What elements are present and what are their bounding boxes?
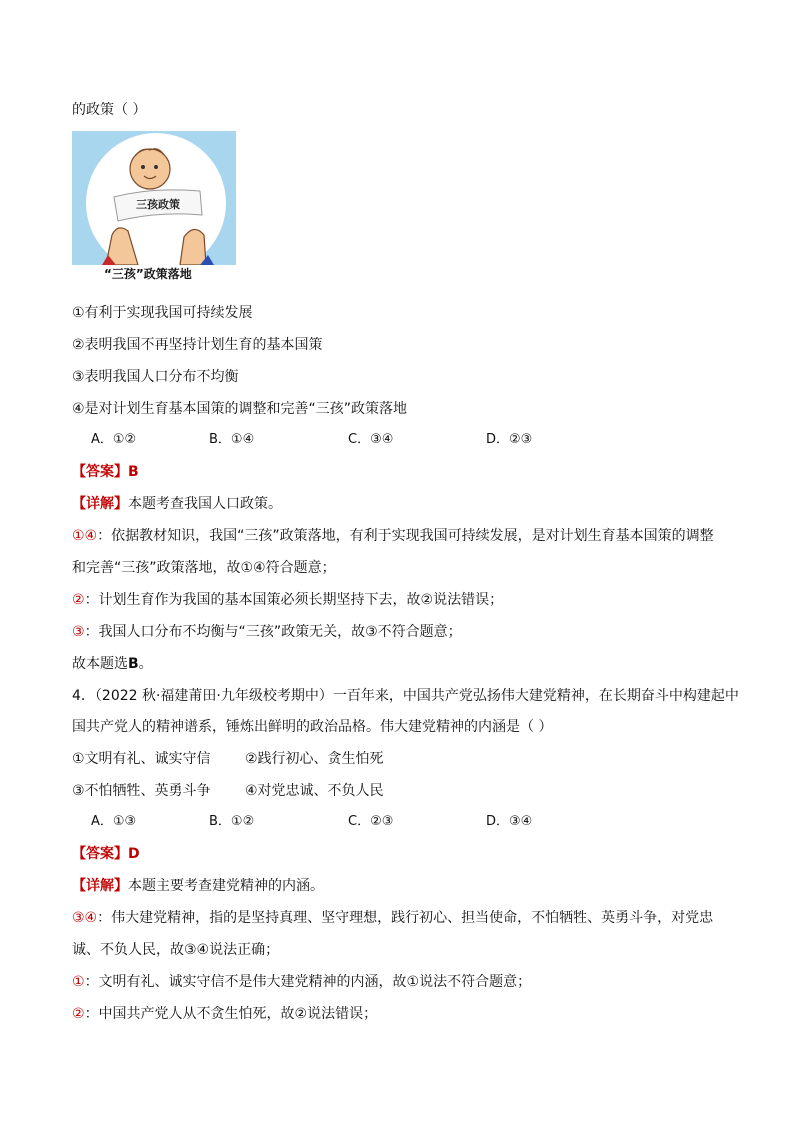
answer-label: 【答案】 [72, 846, 128, 862]
detail-intro: 本题主要考查建党精神的内涵。 [128, 878, 324, 894]
analysis-text: 诚、不负人民，故③④说法正确； [72, 942, 280, 958]
analysis-mark: ③④ [72, 910, 98, 926]
q3-statement-4: ④是对计划生育基本国策的调整和完善“三孩”政策落地 [72, 401, 408, 417]
q4-analysis-2 [72, 973, 531, 991]
q3-analysis-3 [72, 623, 462, 641]
cartoon-icon [72, 131, 236, 265]
analysis-text: ：我国人口分布不均衡与“三孩”政策无关，故③不符合题意； [84, 624, 462, 640]
analysis-mark: ③ [72, 624, 85, 640]
conclusion-suffix: 。 [138, 656, 153, 672]
q4-statement-3: ③不怕牺牲、英勇斗争 [72, 783, 211, 799]
q4-option-b: B．①② [209, 814, 255, 829]
detail-label: 【详解】 [72, 878, 128, 894]
q4-analysis-3 [72, 1005, 377, 1023]
q4-statement-1: ①文明有礼、诚实守信 [72, 751, 211, 767]
answer-value: D [128, 846, 140, 862]
analysis-text: ：中国共产党人从不贪生怕死，故②说法错误； [84, 1006, 378, 1022]
analysis-mark: ①④ [72, 528, 98, 544]
q3-detail [72, 495, 282, 513]
figure-banner-text: 三孩政策 [136, 198, 180, 211]
q3-analysis-2 [72, 591, 503, 609]
conclusion-prefix: 故本题选 [72, 656, 128, 672]
analysis-text: 和完善“三孩”政策落地，故①④符合题意； [72, 560, 336, 576]
q3-analysis-1 [72, 527, 714, 545]
q3-option-b: B．①④ [209, 432, 255, 447]
detail-intro: 本题考查我国人口政策。 [128, 496, 282, 512]
q4-stem-line-2: 国共产党人的精神谱系，锤炼出鲜明的政治品格。伟大建党精神的内涵是（ ） [72, 719, 553, 735]
q4-option-a: A．①③ [91, 814, 137, 829]
q4-stem-line-1: 4．（2022 秋·福建莆田·九年级校考期中）一百年来，中国共产党弘扬伟大建党精神，在长期奋斗中构建起中 [72, 688, 739, 704]
analysis-mark: ② [72, 592, 85, 608]
q4-option-c: C．②③ [348, 814, 394, 829]
q3-statement-2: ②表明我国不再坚持计划生育的基本国策 [72, 337, 323, 353]
three-child-policy-illustration [72, 131, 236, 265]
analysis-mark: ① [72, 974, 85, 990]
figure-caption: “三孩”政策落地 [104, 267, 192, 281]
q3-analysis-1-cont [72, 559, 336, 577]
q4-analysis-1 [72, 909, 713, 927]
q3-answer [72, 463, 139, 481]
analysis-text: ：文明有礼、诚实守信不是伟大建党精神的内涵，故①说法不符合题意； [84, 974, 532, 990]
q3-conclusion [72, 655, 153, 673]
q3-option-a: A．①② [91, 432, 137, 447]
analysis-text: ：伟大建党精神，指的是坚持真理、坚守理想，践行初心、担当使命，不怕牺牲、英勇斗争，对党忠 [97, 910, 714, 926]
q4-option-d: D．③④ [486, 814, 533, 829]
q3-option-d: D．②③ [486, 432, 533, 447]
q4-answer [72, 845, 140, 863]
q4-statement-2: ②践行初心、贪生怕死 [245, 751, 384, 767]
q3-statement-3: ③表明我国人口分布不均衡 [72, 369, 239, 385]
conclusion-answer: B [128, 656, 139, 672]
q3-option-c: C．③④ [348, 432, 394, 447]
answer-label: 【答案】 [72, 464, 128, 480]
analysis-mark: ② [72, 1006, 85, 1022]
answer-value: B [128, 464, 139, 480]
q4-detail [72, 877, 324, 895]
q4-statement-4: ④对党忠诚、不负人民 [245, 783, 384, 799]
q3-stem-tail: 的政策（ ） [72, 102, 147, 118]
q4-analysis-1-cont [72, 941, 279, 959]
analysis-text: ：依据教材知识，我国“三孩”政策落地，有利于实现我国可持续发展，是对计划生育基本国策的调整 [97, 528, 714, 544]
detail-label: 【详解】 [72, 496, 128, 512]
q3-statement-1: ①有利于实现我国可持续发展 [72, 305, 253, 321]
analysis-text: ：计划生育作为我国的基本国策必须长期坚持下去，故②说法错误； [84, 592, 504, 608]
